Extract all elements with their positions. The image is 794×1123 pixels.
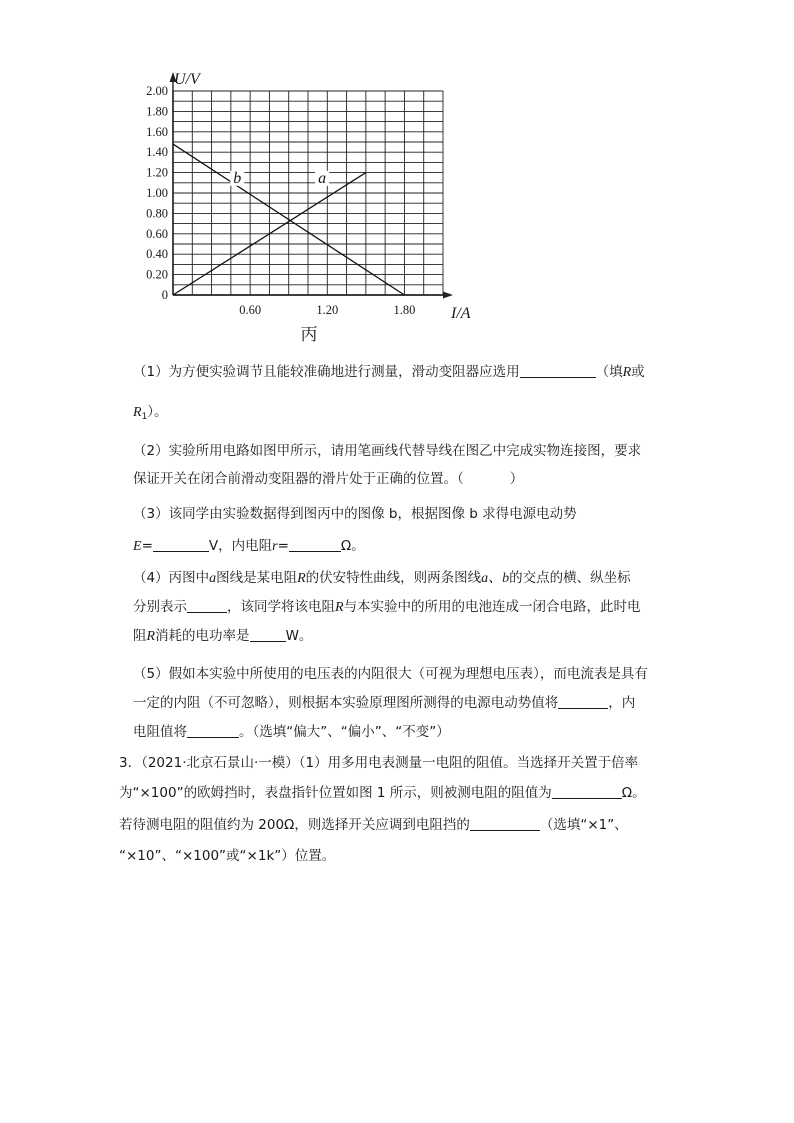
question-4-line-1: （4）丙图中a图线是某电阻R的伏安特性曲线，则两条图线a、b的交点的横、纵坐标 [133, 570, 631, 586]
y-tick-label: 1.00 [146, 186, 168, 200]
question-2-line-2: 保证开关在闭合前滑动变阻器的滑片处于正确的位置。（ ） [133, 471, 524, 487]
x-tick-label: 1.20 [316, 303, 339, 317]
problem-3-line-3: 若待测电阻的阻值约为 200Ω，则选择开关应调到电阻挡的 （选填“×1”、 [119, 817, 628, 833]
y-tick-label: 0.40 [146, 247, 168, 262]
question-3-line-1: （3）该同学由实验数据得到图丙中的图像 b，根据图像 b 求得电源电动势 [133, 506, 577, 522]
question-5-line-1: （5）假如本实验中所使用的电压表的内阻很大（可视为理想电压表），而电流表是具有 [133, 666, 648, 682]
series-label-a: a [318, 169, 327, 187]
y-tick-label: 1.60 [146, 124, 168, 139]
y-tick-label: 0.80 [146, 206, 168, 221]
question-1: （1）为方便实验调节且能较准确地进行测量，滑动变阻器应选用 （填R或 [133, 364, 645, 380]
question-5-line-3: 电阻值将 。（选填“偏大”、“偏小”、“不变”） [133, 724, 450, 740]
question-4-line-3: 阻R消耗的电功率是 W。 [133, 628, 313, 644]
problem-3-line-4: “×10”、“×100”或“×1k”）位置。 [119, 848, 336, 864]
problem-3-line-2: 为“×100”的欧姆挡时，表盘指针位置如图 1 所示，则被测电阻的阻值为 Ω。 [119, 785, 646, 801]
question-1-continued: $R_1$）。 [133, 404, 168, 422]
question-3-line-2: E= V，内电阻r= Ω。 [133, 538, 365, 554]
x-axis-label: I/A [451, 305, 471, 322]
answer-blank-resistance-error[interactable] [187, 722, 239, 738]
answer-blank-range[interactable] [470, 815, 540, 831]
question-5-line-2: 一定的内阻（不可忽略），则根据本实验原理图所测得的电源电动势值将 ，内 [133, 695, 636, 711]
chart-title: 丙 [300, 325, 318, 344]
answer-blank-emf-error[interactable] [558, 693, 608, 709]
answer-blank-emf[interactable] [153, 536, 209, 552]
x-tick-label: 1.80 [393, 303, 416, 317]
y-tick-label: 0 [161, 288, 168, 302]
u-i-chart [120, 60, 490, 350]
u-i-chart-svg [120, 60, 490, 350]
y-tick-label: 0.20 [146, 267, 168, 282]
x-axis-arrow [443, 292, 453, 299]
answer-blank-intersection[interactable] [187, 597, 227, 613]
answer-blank-resistance[interactable] [289, 536, 341, 552]
answer-blank-1[interactable] [520, 362, 596, 378]
question-4-line-2: 分别表示 ，该同学将该电阻R与本实验中的所用的电池连成一闭合电路，此时电 [133, 599, 641, 615]
y-tick-label: 0.60 [146, 226, 168, 241]
y-tick-label: 1.20 [146, 165, 168, 180]
question-2-line-1: （2）实验所用电路如图甲所示，请用笔画线代替导线在图乙中完成实物连接图，要求 [133, 443, 642, 459]
answer-blank-power[interactable] [250, 626, 286, 642]
y-axis-label: U/V [174, 71, 200, 88]
problem-3-line-1: 3．（2021·北京石景山·一模）（1）用多用电表测量一电阻的阻值。当选择开关置于倍率 [119, 755, 639, 771]
y-tick-label: 1.40 [146, 145, 168, 160]
y-tick-label: 2.00 [146, 84, 168, 98]
y-tick-label: 1.80 [146, 104, 168, 119]
series-label-b: b [233, 169, 242, 187]
answer-blank-measured-resistance[interactable] [552, 783, 622, 799]
x-tick-label: 0.60 [239, 303, 262, 317]
